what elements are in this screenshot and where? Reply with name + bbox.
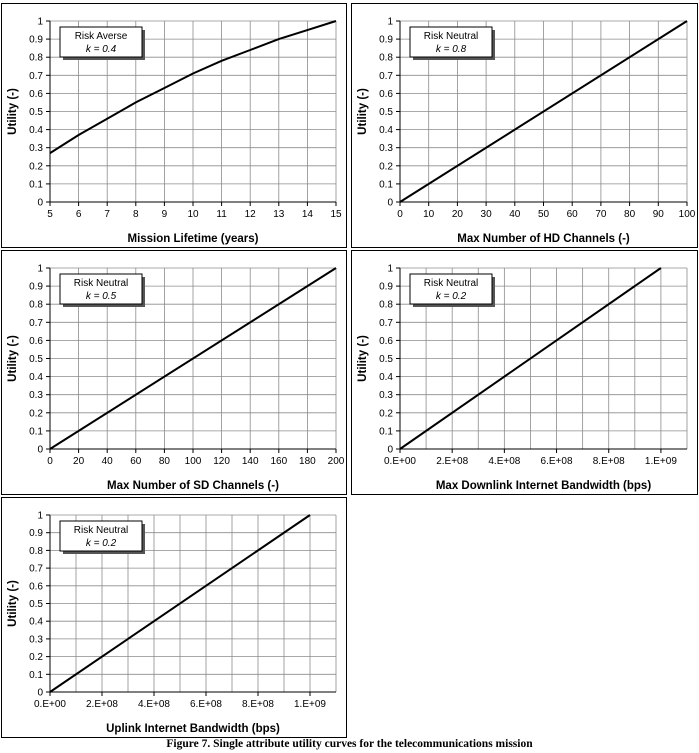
y-axis-title: Utility (-): [7, 580, 19, 627]
x-tick-label: 20: [73, 456, 85, 467]
annotation-risk-label: Risk Neutral: [423, 278, 479, 289]
annotation-k-label: k = 0.8: [435, 44, 467, 55]
y-tick-label: 0.7: [29, 563, 43, 575]
annotation-risk-label: Risk Neutral: [73, 525, 129, 536]
y-tick-label: 0.1: [379, 426, 393, 438]
x-tick-label: 10: [423, 209, 435, 220]
chart-sd-channels: [1, 250, 347, 495]
y-tick-label: 0.2: [29, 652, 43, 664]
x-tick-label: 15: [330, 209, 342, 220]
y-tick-label: 1: [37, 16, 43, 28]
chart-svg: [2, 251, 348, 496]
annotation-risk-label: Risk Neutral: [73, 278, 129, 289]
x-tick-label: 12: [244, 209, 256, 220]
x-axis-title: Max Number of HD Channels (-): [457, 233, 630, 245]
x-tick-label: 40: [101, 456, 113, 467]
y-tick-label: 0.4: [29, 616, 43, 628]
y-tick-label: 0.3: [379, 390, 393, 402]
y-tick-label: 1: [37, 263, 43, 275]
annotation-k-label: k = 0.5: [85, 291, 117, 302]
x-tick-label: 100: [678, 209, 696, 220]
y-tick-label: 0.5: [379, 107, 393, 118]
y-tick-label: 0.7: [379, 70, 393, 82]
x-tick-label: 11: [216, 209, 227, 220]
y-tick-label: 0.4: [379, 125, 393, 137]
x-tick-label: 8.E+08: [242, 699, 274, 710]
y-tick-label: 0.6: [29, 335, 43, 347]
y-tick-label: 0.2: [29, 161, 43, 173]
chart-svg: [352, 251, 699, 496]
x-axis-title: Mission Lifetime (years): [127, 233, 259, 245]
chart-uplink-bandwidth: [1, 497, 347, 738]
y-tick-label: 0.1: [29, 179, 43, 191]
x-tick-label: 7: [104, 209, 110, 220]
x-tick-label: 5: [47, 209, 53, 220]
y-axis-title: Utility (-): [357, 88, 369, 135]
x-axis-title: Max Downlink Internet Bandwidth (bps): [435, 480, 652, 492]
y-tick-label: 0.5: [29, 107, 43, 118]
y-tick-label: 0: [37, 197, 43, 209]
y-tick-label: 0.4: [379, 372, 393, 384]
y-tick-label: 0: [387, 444, 393, 456]
y-tick-label: 0.1: [379, 179, 393, 191]
x-tick-label: 1.E+09: [294, 699, 326, 710]
chart-svg: [2, 4, 348, 249]
y-tick-label: 0.9: [379, 34, 393, 46]
y-tick-label: 0.3: [29, 634, 43, 646]
x-tick-label: 6.E+08: [190, 699, 222, 710]
x-tick-label: 60: [130, 456, 142, 467]
y-axis-title: Utility (-): [357, 335, 369, 382]
y-tick-label: 0.9: [379, 281, 393, 293]
x-tick-label: 60: [566, 209, 578, 220]
y-tick-label: 0.7: [29, 317, 43, 329]
x-tick-label: 0: [47, 456, 53, 467]
annotation-k-label: k = 0.4: [85, 44, 117, 55]
x-axis-title: Max Number of SD Channels (-): [107, 480, 279, 492]
y-tick-label: 0.4: [29, 125, 43, 137]
x-tick-label: 200: [327, 456, 345, 467]
x-tick-label: 1.E+09: [644, 456, 677, 467]
y-tick-label: 0.5: [379, 354, 393, 365]
y-tick-label: 0.1: [29, 426, 43, 438]
x-tick-label: 8: [133, 209, 139, 220]
chart-svg: [2, 498, 348, 739]
chart-svg: [352, 4, 699, 249]
y-tick-label: 1: [387, 16, 393, 28]
chart-downlink-bandwidth: [351, 250, 698, 495]
y-tick-label: 0.3: [379, 143, 393, 155]
x-tick-label: 30: [480, 209, 492, 220]
x-tick-label: 20: [451, 209, 463, 220]
y-tick-label: 0.4: [29, 372, 43, 384]
y-tick-label: 0.5: [29, 599, 43, 610]
y-tick-label: 0: [387, 197, 393, 209]
y-axis-title: Utility (-): [7, 335, 19, 382]
y-tick-label: 0.6: [29, 88, 43, 100]
x-tick-label: 100: [184, 456, 202, 467]
x-tick-label: 0: [397, 209, 403, 220]
annotation-risk-label: Risk Averse: [74, 31, 128, 42]
y-tick-label: 1: [37, 510, 43, 522]
x-tick-label: 40: [509, 209, 521, 220]
x-axis-title: Uplink Internet Bandwidth (bps): [106, 723, 280, 735]
annotation-k-label: k = 0.2: [85, 538, 117, 549]
chart-mission-lifetime: [1, 3, 347, 248]
chart-hd-channels: [351, 3, 698, 248]
y-tick-label: 0.2: [379, 161, 393, 173]
y-tick-label: 1: [387, 263, 393, 275]
x-tick-label: 10: [187, 209, 199, 220]
x-tick-label: 90: [652, 209, 664, 220]
y-axis-title: Utility (-): [7, 88, 19, 135]
y-tick-label: 0.7: [379, 317, 393, 329]
x-tick-label: 9: [161, 209, 168, 220]
annotation-risk-label: Risk Neutral: [423, 31, 479, 42]
x-tick-label: 6: [75, 209, 82, 220]
y-tick-label: 0.8: [29, 545, 43, 557]
x-tick-label: 6.E+08: [540, 456, 573, 467]
y-tick-label: 0.6: [379, 335, 393, 347]
y-tick-label: 0.2: [379, 408, 393, 420]
y-tick-label: 0.8: [29, 52, 43, 64]
x-tick-label: 0.E+00: [34, 699, 66, 710]
y-tick-label: 0.8: [379, 52, 393, 64]
x-tick-label: 160: [270, 456, 288, 467]
x-tick-label: 50: [537, 209, 550, 220]
x-tick-label: 70: [595, 209, 607, 220]
figure-caption: Figure 7. Single attribute utility curves for the telecommunications mission: [166, 738, 533, 750]
y-tick-label: 0.2: [29, 408, 43, 420]
annotation-k-label: k = 0.2: [435, 291, 467, 302]
y-tick-label: 0.5: [29, 354, 43, 365]
x-tick-label: 4.E+08: [138, 699, 170, 710]
y-tick-label: 0.1: [29, 669, 43, 681]
x-tick-label: 80: [158, 456, 170, 467]
x-tick-label: 80: [624, 209, 636, 220]
y-tick-label: 0.7: [29, 70, 43, 82]
y-tick-label: 0: [37, 444, 43, 456]
x-tick-label: 2.E+08: [436, 456, 469, 467]
x-tick-label: 0.E+00: [384, 456, 416, 467]
x-tick-label: 120: [213, 456, 230, 467]
x-tick-label: 180: [299, 456, 316, 467]
y-tick-label: 0.6: [29, 581, 43, 593]
x-tick-label: 4.E+08: [488, 456, 521, 467]
y-tick-label: 0.3: [29, 390, 43, 402]
y-tick-label: 0: [37, 687, 43, 699]
x-tick-label: 2.E+08: [86, 699, 118, 710]
x-tick-label: 8.E+08: [592, 456, 625, 467]
y-tick-label: 0.9: [29, 34, 43, 46]
y-tick-label: 0.9: [29, 281, 43, 293]
y-tick-label: 0.3: [29, 143, 43, 155]
x-tick-label: 14: [301, 209, 313, 220]
y-tick-label: 0.6: [379, 88, 393, 100]
y-tick-label: 0.8: [29, 299, 43, 311]
y-tick-label: 0.9: [29, 528, 43, 540]
y-tick-label: 0.8: [379, 299, 393, 311]
x-tick-label: 13: [273, 209, 285, 220]
x-tick-label: 140: [241, 456, 259, 467]
